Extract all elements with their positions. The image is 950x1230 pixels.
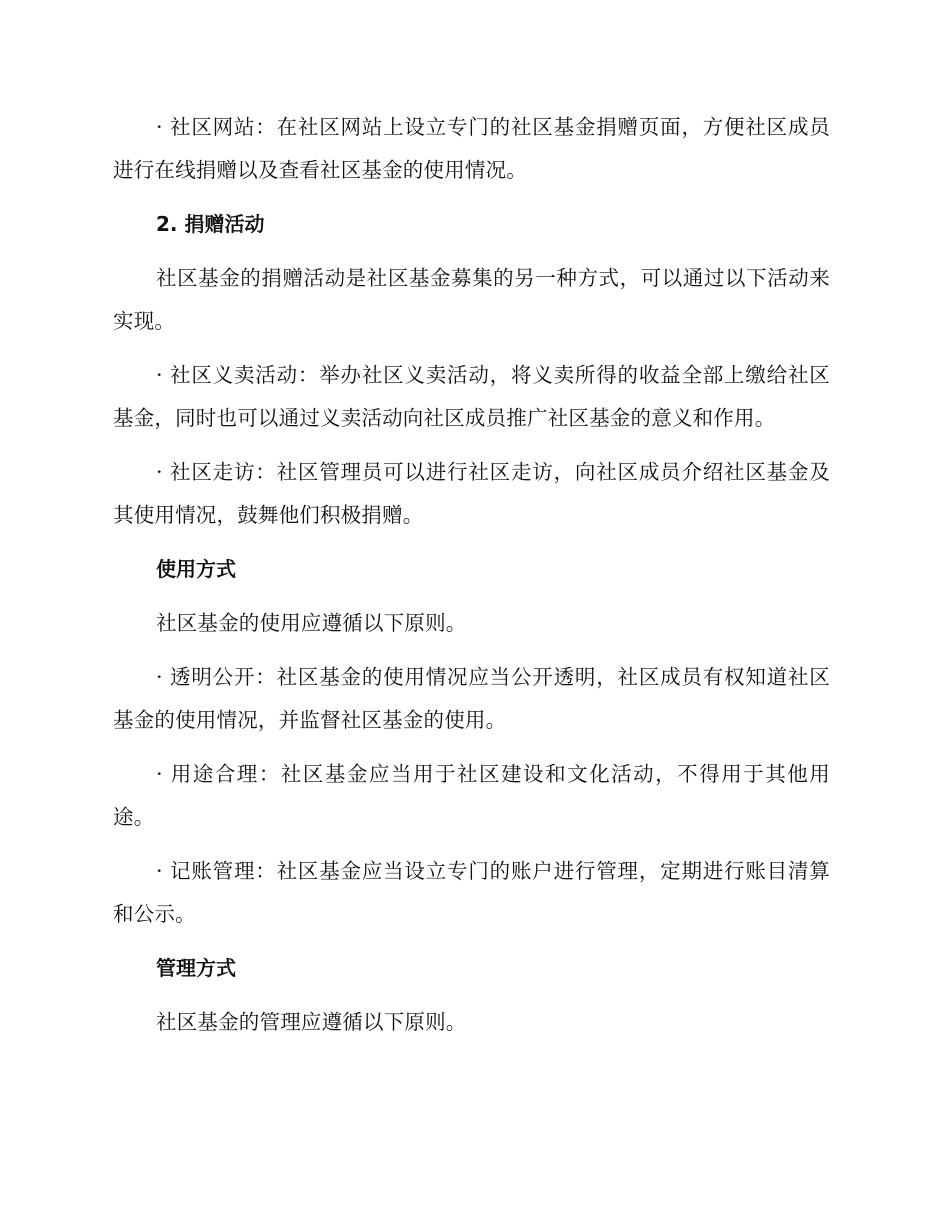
- heading-management: 管理方式: [156, 956, 236, 980]
- paragraph-charity-sale: · 社区义卖活动：举办社区义卖活动，将义卖所得的收益全部上缴给社区基金，同时也可以通过义卖活动向社区成员推广社区基金的意义和作用。: [113, 363, 830, 430]
- paragraph-transparency: · 透明公开：社区基金的使用情况应当公开透明，社区成员有权知道社区基金的使用情况，并监督社区基金的使用。: [113, 665, 830, 732]
- paragraph-accounting: · 记账管理：社区基金应当设立专门的账户进行管理，定期进行账目清算和公示。: [113, 859, 830, 926]
- paragraph-management-intro: 社区基金的管理应遵循以下原则。: [156, 1010, 467, 1034]
- paragraph-community-website: · 社区网站：在社区网站上设立专门的社区基金捐赠页面，方便社区成员进行在线捐赠以及查看社区基金的使用情况。: [113, 115, 830, 182]
- document-body: [113, 106, 830, 1044]
- heading-donation-activities: 2. 捐赠活动: [156, 212, 265, 236]
- paragraph-community-visit: · 社区走访：社区管理员可以进行社区走访，向社区成员介绍社区基金及其使用情况，鼓舞他们积极捐赠。: [113, 460, 830, 527]
- heading-usage: 使用方式: [156, 557, 236, 581]
- paragraph-usage-intro: 社区基金的使用应遵循以下原则。: [156, 611, 467, 635]
- paragraph-donation-intro: 社区基金的捐赠活动是社区基金募集的另一种方式，可以通过以下活动来实现。: [113, 266, 830, 333]
- paragraph-reasonable-use: · 用途合理：社区基金应当用于社区建设和文化活动，不得用于其他用途。: [113, 762, 830, 829]
